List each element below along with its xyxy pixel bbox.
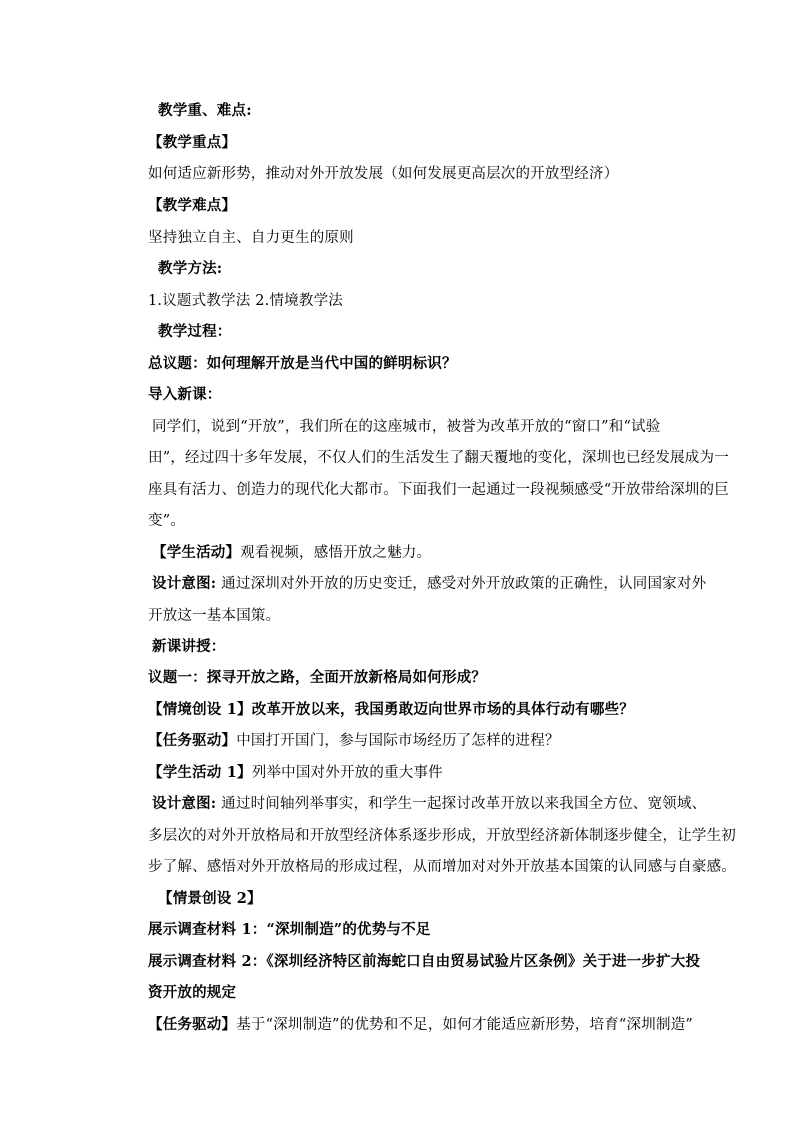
task-drive-1-text: 中国打开国门，参与国际市场经历了怎样的进程？ [236,733,560,749]
student-activity-line [152,543,692,563]
task-drive-2-line [148,1015,693,1035]
scenario-1-text: 改革开放以来，我国勇敢迈向世界市场的具体行动有哪些？ [251,701,634,718]
design-intent-line-1 [152,574,707,594]
methods-text: 1.议题式教学法 2.情境教学法 [148,293,343,309]
new-lesson-heading: 新课讲授： [152,638,226,655]
section-heading-methods: 教学方法: [158,260,223,277]
task-drive-2-label: 【任务驱动】 [148,1016,237,1033]
topic-one: 议题一：探寻开放之路，全面开放新格局如何形成？ [148,669,487,686]
intro-paragraph-line-4: 变”。 [148,513,186,529]
task-drive-1-label: 【任务驱动】 [148,732,237,749]
key-point-text: 如何适应新形势，推动对外开放发展（如何发展更高层次的开放型经济） [148,166,619,182]
student-activity-1-text: 列举中国对外开放的重大事件 [251,765,443,781]
survey-material-2-line-2: 资开放的规定 [148,984,237,1001]
design-intent-2-line-3: 步了解、感悟对外开放格局的形成过程，从而增加对对外开放基本国策的认同感与自豪感。 [148,859,736,875]
scenario-2-heading: 【情景创设 2】 [158,890,262,907]
general-topic: 总议题：如何理解开放是当代中国的鲜明标识？ [148,355,457,372]
intro-paragraph-line-1: 同学们，说到“开放”，我们所在的这座城市，被誉为改革开放的“窗口”和“试验 [152,419,661,435]
subheading-difficulty: 【教学难点】 [148,197,237,214]
survey-material-1-label: 展示调查材料 1： [148,921,267,938]
intro-paragraph-line-3: 座具有活力、创造力的现代化大都市。下面我们一起通过一段视频感受“开放带给深圳的巨 [148,482,729,498]
survey-material-2-line-1: 展示调查材料 2：《深圳经济特区前海蛇口自由贸易试验片区条例》关于进一步扩大投 [148,953,701,970]
intro-heading: 导入新课： [148,386,222,403]
design-intent-2-line-1 [152,794,707,814]
design-intent-label: 设计意图: [152,575,217,592]
student-activity-label: 【学生活动】 [152,544,241,561]
design-intent-text: 通过深圳对外开放的历史变迁，感受对外开放政策的正确性，认同国家对外 [216,576,707,592]
design-intent-line-2: 开放这一基本国策。 [148,608,281,624]
section-heading-process: 教学过程： [158,323,232,340]
survey-material-1-text: “深圳制造”的优势与不足 [266,921,431,938]
survey-material-1-line [148,920,688,940]
design-intent-2-label: 设计意图: [152,795,217,812]
difficulty-text: 坚持独立自主、自力更生的原则 [148,230,354,246]
subheading-key-point: 【教学重点】 [148,134,237,151]
design-intent-2-line-2: 多层次的对外开放格局和开放型经济体系逐步形成，开放型经济新体制逐步健全，让学生初 [148,828,736,844]
section-heading-key-points: 教学重、难点: [158,102,252,119]
student-activity-1-label: 【学生活动 1】 [148,764,252,781]
intro-paragraph-line-2: 田”，经过四十多年发展，不仅人们的生活发生了翻天覆地的变化，深圳也已经发展成为一 [148,450,729,466]
student-activity-1-line [148,763,688,783]
task-drive-2-text: 基于“深圳制造”的优势和不足，如何才能适应新形势，培育“深圳制造” [236,1017,693,1033]
design-intent-2-text: 通过时间轴列举事实，和学生一起探讨改革开放以来我国全方位、宽领域、 [216,796,707,812]
scenario-1-label: 【情境创设 1】 [148,701,252,718]
task-drive-1-line [148,731,688,751]
scenario-1-line [148,700,688,720]
student-activity-text: 观看视频，感悟开放之魅力。 [240,545,432,561]
